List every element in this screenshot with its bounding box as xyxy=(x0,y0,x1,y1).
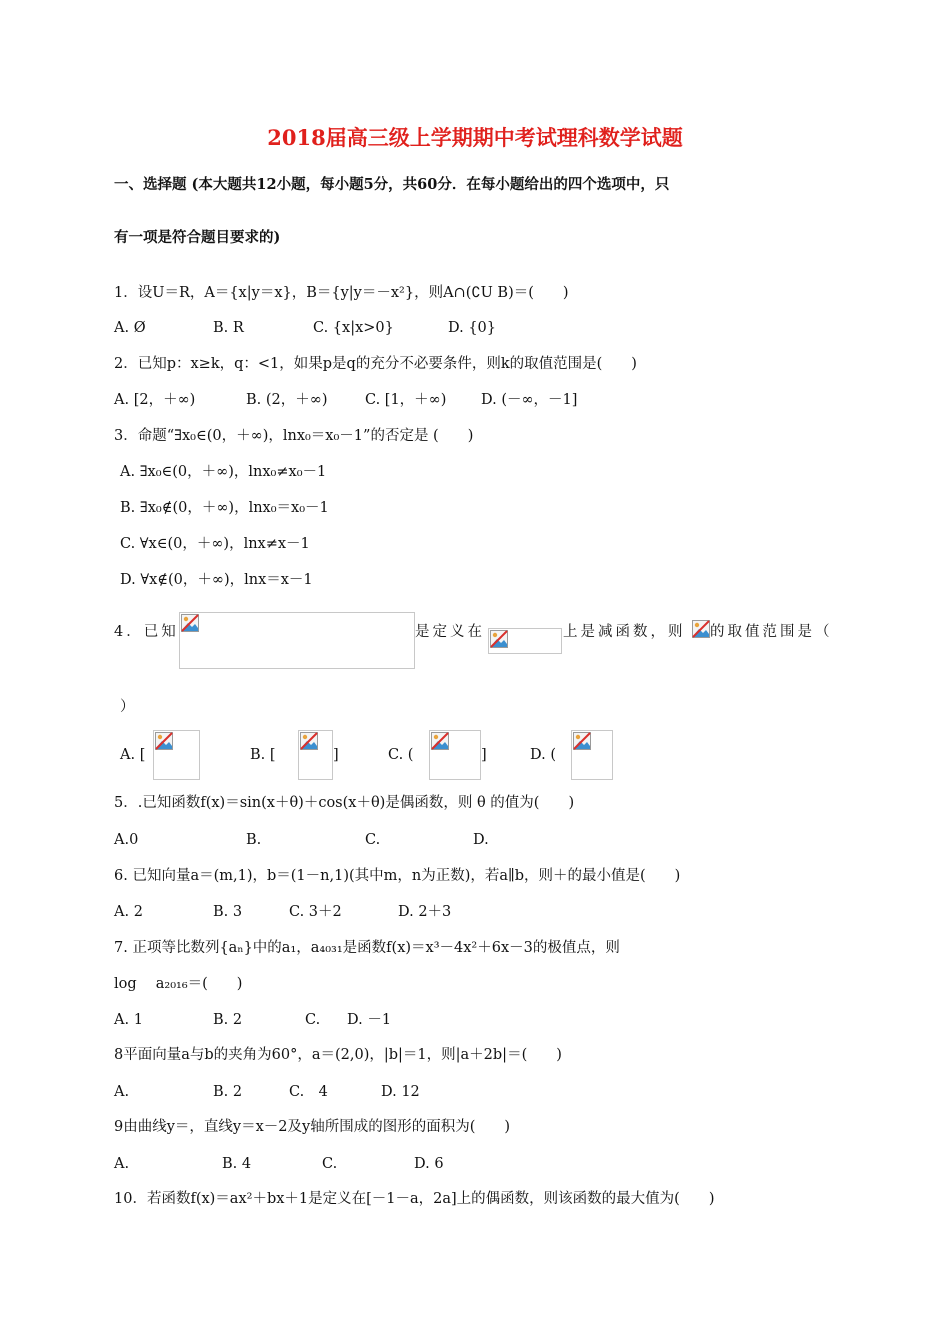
broken-image-icon xyxy=(573,732,591,750)
page-title: 2018届高三级上学期期中考试理科数学试题 xyxy=(267,125,683,150)
question-4-part3: 上是减函数，则 xyxy=(563,624,686,640)
q4-option-a-image xyxy=(153,730,200,780)
question-3-stem: 3．命题“∃x₀∈(0，＋∞)，lnx₀＝x₀－1”的否定是 ( ) xyxy=(114,428,474,444)
q8-option-d: D. 12 xyxy=(381,1084,420,1100)
section-heading-line1: 一、选择题 (本大题共12小题，每小题5分，共60分．在每小题给出的四个选项中，只 xyxy=(114,176,670,193)
q3-option-b: B. ∃x₀∉(0，＋∞)，lnx₀＝x₀－1 xyxy=(120,500,329,516)
q4-option-d-image xyxy=(571,730,613,780)
q9-option-c: C. xyxy=(322,1156,338,1172)
broken-image-icon xyxy=(155,732,173,750)
q5-option-a: A.0 xyxy=(114,832,139,848)
question-1-stem: 1．设U＝R，A＝{x|y＝x}，B＝{y|y＝－x²}，则A∩(∁U B)＝( ) xyxy=(114,285,569,301)
q6-option-d: D. 2＋3 xyxy=(398,904,452,920)
q2-option-c: C. [1，＋∞) xyxy=(365,392,447,408)
q7-option-a: A. 1 xyxy=(114,1012,143,1028)
q5-option-d: D. xyxy=(473,832,489,848)
broken-image-icon xyxy=(300,732,318,750)
q6-option-c: C. 3＋2 xyxy=(289,904,342,920)
broken-image-icon xyxy=(490,630,508,648)
q4-option-b-image xyxy=(298,730,333,780)
q7-option-c: C. xyxy=(305,1012,321,1028)
q6-option-a: A. 2 xyxy=(114,904,143,920)
question-2-stem: 2．已知p：x≥k，q：<1，如果p是q的充分不必要条件，则k的取值范围是( ) xyxy=(114,356,637,372)
q1-option-d: D. {0} xyxy=(448,320,497,336)
question-5-stem: 5．.已知函数f(x)＝sin(x＋θ)＋cos(x＋θ)是偶函数，则 θ 的值为( ) xyxy=(114,795,575,811)
q1-option-b: B. R xyxy=(213,320,244,336)
q7-option-d: D. －1 xyxy=(347,1012,392,1028)
broken-image-icon xyxy=(692,620,710,638)
question-4-part5: ） xyxy=(120,699,135,715)
question-9-stem: 9由曲线y＝，直线y＝x－2及y轴所围成的图形的面积为( ) xyxy=(114,1119,511,1135)
q4-formula-image xyxy=(179,612,415,669)
q3-option-a: A. ∃x₀∈(0，＋∞)，lnx₀≠x₀－1 xyxy=(120,464,327,480)
question-4-part1: 4．已知 xyxy=(114,624,179,640)
question-6-stem: 6. 已知向量a＝(m,1)，b＝(1－n,1)(其中m，n为正数)，若a∥b，则＋的最小值是( ) xyxy=(114,868,681,884)
q1-option-a: A. Ø xyxy=(114,320,146,336)
q4-option-c: C. ( xyxy=(388,747,414,763)
q4-domain-image xyxy=(488,628,562,654)
question-10-stem: 10．若函数f(x)＝ax²＋bx＋1是定义在[－1－a，2a]上的偶函数，则该函数的最大值为( ) xyxy=(114,1191,715,1207)
q2-option-d: D. (－∞，－1] xyxy=(481,392,578,408)
q5-option-b: B. xyxy=(246,832,262,848)
q5-option-c: C. xyxy=(365,832,381,848)
q9-option-d: D. 6 xyxy=(414,1156,444,1172)
broken-image-icon xyxy=(431,732,449,750)
question-4-part4: 的取值范围是（ xyxy=(710,624,833,640)
q4-option-d: D. ( xyxy=(530,747,556,763)
q1-option-c: C. {x|x>0} xyxy=(313,320,394,336)
q8-option-a: A. xyxy=(114,1084,130,1100)
q4-option-b: B. [ xyxy=(250,747,276,763)
q4-variable-image xyxy=(692,620,709,637)
q9-option-a: A. xyxy=(114,1156,130,1172)
section-heading-line2: 有一项是符合题目要求的) xyxy=(114,229,281,246)
q4-option-c-close: ] xyxy=(481,747,487,763)
q4-option-b-close: ] xyxy=(333,747,339,763)
question-8-stem: 8平面向量a与b的夹角为60°，a＝(2,0)，|b|＝1，则|a＋2b|＝( ) xyxy=(114,1047,562,1063)
q8-option-b: B. 2 xyxy=(213,1084,243,1100)
q8-option-c: C. 4 xyxy=(289,1084,328,1100)
q4-option-a: A. [ xyxy=(120,747,146,763)
q7-option-b: B. 2 xyxy=(213,1012,243,1028)
question-7-stem-2: log a₂₀₁₆＝( ) xyxy=(114,976,243,992)
q6-option-b: B. 3 xyxy=(213,904,243,920)
q9-option-b: B. 4 xyxy=(222,1156,252,1172)
question-4-part2: 是定义在 xyxy=(415,624,485,640)
q2-option-a: A. [2，＋∞) xyxy=(114,392,196,408)
broken-image-icon xyxy=(181,614,199,632)
question-7-stem: 7. 正项等比数列{aₙ}中的a₁，a₄₀₃₁是函数f(x)＝x³－4x²＋6x－3的极值点，则 xyxy=(114,940,620,956)
q3-option-d: D. ∀x∉(0，＋∞)，lnx＝x－1 xyxy=(120,572,313,588)
q3-option-c: C. ∀x∈(0，＋∞)，lnx≠x－1 xyxy=(120,536,310,552)
q4-option-c-image xyxy=(429,730,481,780)
q2-option-b: B. (2，＋∞) xyxy=(246,392,328,408)
